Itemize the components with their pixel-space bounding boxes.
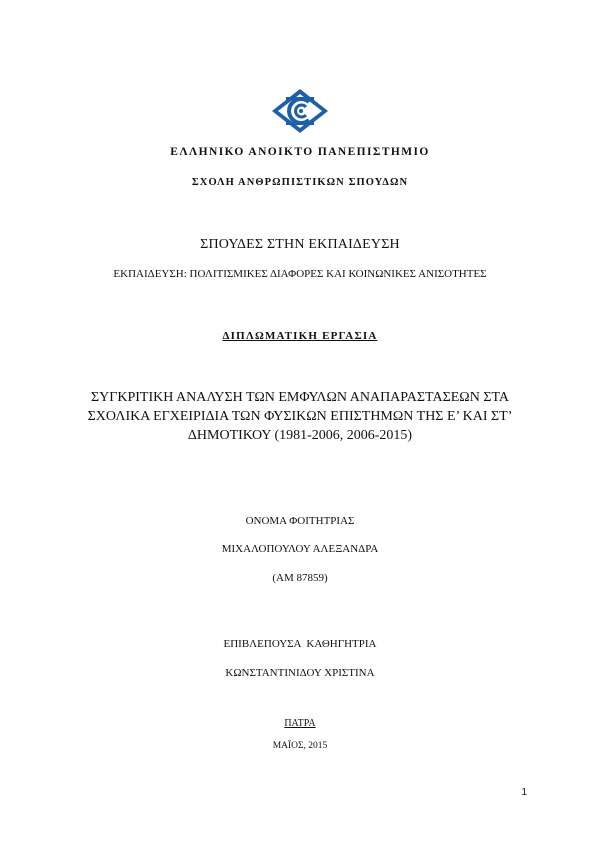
date: ΜΑΪΟΣ, 2015: [272, 741, 328, 751]
supervisor-name: ΚΩΝΣΤΑΝΤΙΝΙΔΟΥ ΧΡΙΣΤΙΝΑ: [225, 667, 375, 679]
university-name: ΕΛΛΗΝΙΚΟ ΑΝΟΙΚΤΟ ΠΑΝΕΠΙΣΤΗΜΙΟ: [170, 146, 430, 158]
thesis-title-line: ΣΧΟΛΙΚΑ ΕΓΧΕΙΡΙΔΙΑ ΤΩΝ ΦΥΣΙΚΩΝ ΕΠΙΣΤΗΜΩΝ ΤΗΣ Ε’ ΚΑΙ ΣΤ’: [87, 409, 513, 424]
page-number: 1: [521, 787, 527, 798]
student-name: ΜΙΧΑΛΟΠΟΥΛΟΥ ΑΛΕΞΑΝΔΡΑ: [221, 543, 379, 555]
thesis-title-line: ΔΗΜΟΤΙΚΟΥ (1981-2006, 2006-2015): [187, 428, 413, 443]
supervisor-label: [0, 638, 600, 650]
school-name: ΣΧΟΛΗ ΑΝΘΡΩΠΙΣΤΙΚΩΝ ΣΠΟΥΔΩΝ: [191, 177, 409, 188]
document-type: ΔΙΠΛΩΜΑΤΙΚΗ ΕΡΓΑΣΙΑ: [222, 330, 378, 342]
city: ΠΑΤΡΑ: [284, 718, 316, 729]
student-label: ΟΝΟΜΑ ΦΟΙΤΗΤΡΙΑΣ: [245, 515, 355, 527]
thesis-title: [0, 388, 600, 445]
university-logo-icon: [270, 88, 330, 134]
student-registration-number: (ΑΜ 87859): [272, 572, 328, 584]
program-name: ΣΠΟΥΔΕΣ ΣΤΗΝ ΕΚΠΑΙΔΕΥΣΗ: [200, 237, 400, 252]
supervisor-label-text: ΕΠΙΒΛΕΠΟΥΣΑ ΚΑΘΗΓΗΤΡΙΑ: [223, 638, 377, 650]
program-direction: ΕΚΠΑΙΔΕΥΣΗ: ΠΟΛΙΤΙΣΜΙΚΕΣ ΔΙΑΦΟΡΕΣ ΚΑΙ ΚΟΙΝΩΝΙΚΕΣ ΑΝΙΣΟΤΗΤΕΣ: [113, 268, 487, 280]
thesis-title-line: ΣΥΓΚΡΙΤΙΚΗ ΑΝΑΛΥΣΗ ΤΩΝ ΕΜΦΥΛΩΝ ΑΝΑΠΑΡΑΣΤΑΣΕΩΝ ΣΤΑ: [90, 390, 510, 405]
